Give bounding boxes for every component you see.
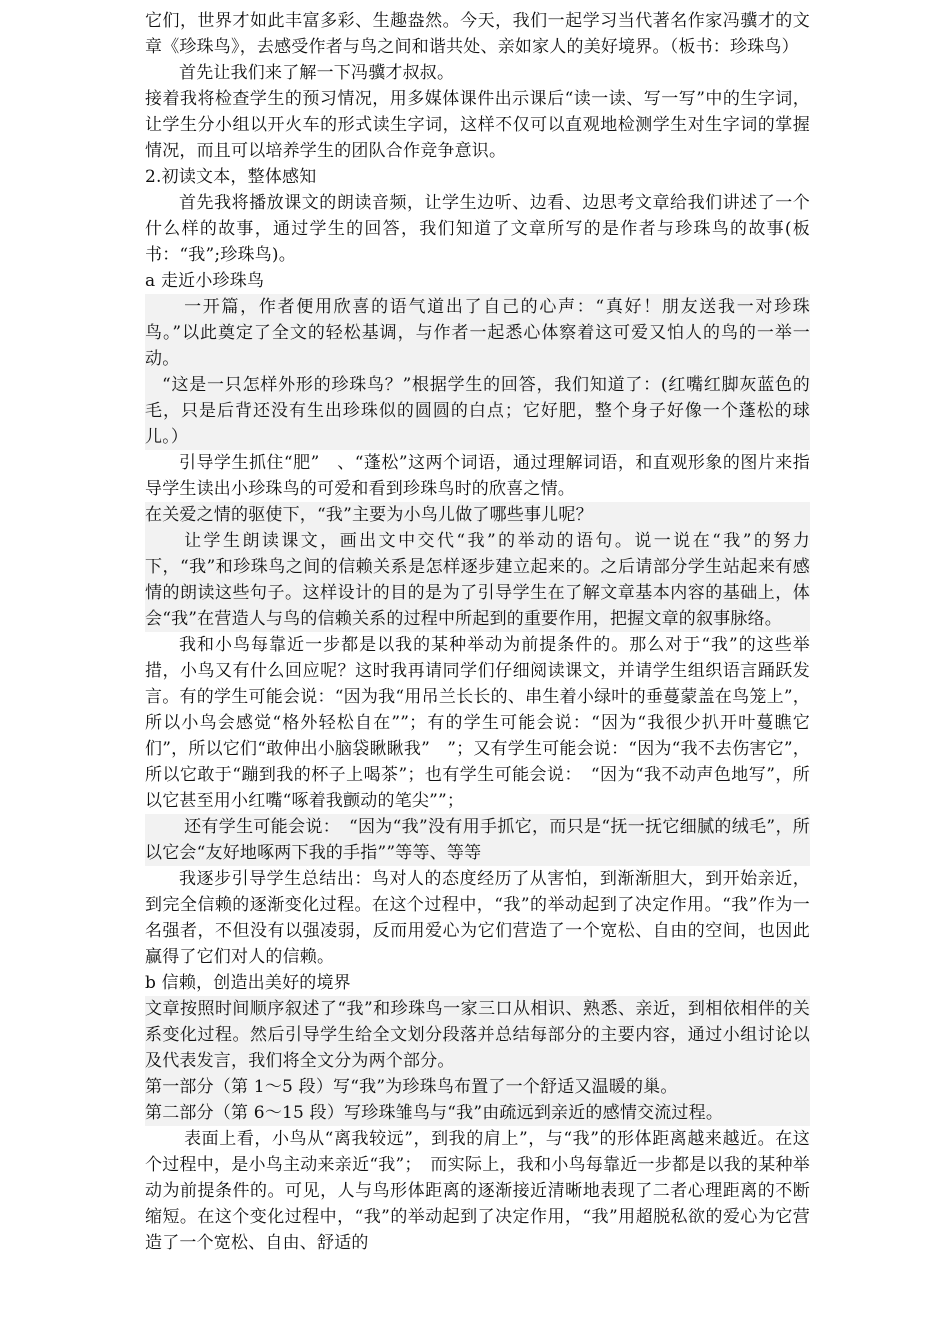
paragraph-responses: 我和小鸟每靠近一步都是以我的某种举动为前提条件的。那么对于“我”的这些举措，小鸟又有什么回应呢？这时我再请同学们仔细阅读课文，并请学生组织语言踊跃发言。有的学生可能会说：“因为我“用吊兰长长的、串生着小绿叶的垂蔓蒙盖在鸟笼上”，所以小鸟会感觉“格外轻松自在””；有的学生可能会说：“因为“我很少扒开叶蔓瞧它们”，所以它们“敢伸出小脑袋瞅瞅我” ”；又有学生可能会说：“因为“我不去伤害它”，所以它敢于“蹦到我的杯子上喝茶”；也有学生可能会说： “因为“我不动声色地写”，所以它甚至用小红嘴“啄着我颤动的笔尖””； (145, 635, 810, 811)
paragraph-words: 引导学生抓住“肥” 、“蓬松”这两个词语，通过理解词语，和直观形象的图片来指导学生读出小珍珠鸟的可爱和看到珍珠鸟时的欣喜之情。 (145, 453, 810, 499)
paragraph-opening: 一开篇，作者便用欣喜的语气道出了自己的心声：“真好！朋友送我一对珍珠鸟。”以此奠定了全文的轻松基调，与作者一起悉心体察着这可爱又怕人的鸟的一举一动。 (145, 294, 810, 372)
paragraph-summary: 我逐步引导学生总结出：鸟对人的态度经历了从害怕，到渐渐胆大，到开始亲近，到完全信赖的逐渐变化过程。在这个过程中，“我”的举动起到了决定作用。“我”作为一名强者，不但没有以强凌弱，反而用爱心为它们营造了一个宽松、自由的空间，也因此赢得了它们对人的信赖。 (145, 869, 810, 967)
subheading-a: a 走近小珍珠鸟 (145, 271, 265, 291)
paragraph-question: 在关爱之情的驱使下，“我”主要为小鸟儿做了哪些事儿呢？ (145, 502, 810, 528)
paragraph-part-two: 第二部分（第 6～15 段）写珍珠雏鸟与“我”由疏远到亲近的感情交流过程。 (145, 1100, 810, 1126)
paragraph-appearance: “这是一只怎样外形的珍珠鸟？”根据学生的回答，我们知道了：(红嘴红脚灰蓝色的毛，只是后背还没有生出珍珠似的圆圆的白点；它好肥，整个身子好像一个蓬松的球儿。） (145, 372, 810, 450)
paragraph-audio: 首先我将播放课文的朗读音频，让学生边听、边看、边思考文章给我们讲述了一个什么样的故事，通过学生的回答，我们知道了文章所写的是作者与珍珠鸟的故事(板书：“我”;珍珠鸟)。 (145, 193, 810, 265)
paragraph-more-responses: 还有学生可能会说： “因为“我”没有用手抓它，而只是“抚一抚它细腻的绒毛”，所以它会“友好地啄两下我的手指””等等、等等 (145, 814, 810, 866)
paragraph-intro: 它们，世界才如此丰富多彩、生趣盎然。今天，我们一起学习当代著名作家冯骥才的文章《珍珠鸟》，去感受作者与鸟之间和谐共处、亲如家人的美好境界。（板书：珍珠鸟） (145, 11, 810, 57)
paragraph-structure: 文章按照时间顺序叙述了“我”和珍珠鸟一家三口从相识、熟悉、亲近，到相依相伴的关系变化过程。然后引导学生给全文划分段落并总结每部分的主要内容，通过小组讨论以及代表发言，我们将全文分为两个部分。 (145, 996, 810, 1074)
paragraph-analysis: 表面上看，小鸟从“离我较远”，到我的肩上”，与“我”的形体距离越来越近。在这个过程中，是小鸟主动来亲近“我”； 而实际上，我和小鸟每靠近一步都是以我的某种举动为前提条件的。可见，人与鸟形体距离的逐渐接近清晰地表现了二者心理距离的不断缩短。在这个变化过程中，“我”的举动起到了决定作用，“我”用超脱私欲的爱心为它营造了一个宽松、自由、舒适的 (145, 1129, 810, 1253)
paragraph-part-one: 第一部分（第 1～5 段）写“我”为珍珠鸟布置了一个舒适又温暖的巢。 (145, 1074, 810, 1100)
document-page (145, 8, 810, 1256)
section-heading-2: 2.初读文本，整体感知 (145, 167, 317, 187)
paragraph-vocab-check: 接着我将检查学生的预习情况，用多媒体课件出示课后“读一读、写一写”中的生字词，让学生分小组以开火车的形式读生字词，这样不仅可以直观地检测学生对生字词的掌握情况，而且可以培养学生的团队合作竞争意识。 (145, 89, 810, 161)
paragraph-author: 首先让我们来了解一下冯骥才叔叔。 (179, 63, 455, 83)
subheading-b: b 信赖，创造出美好的境界 (145, 973, 351, 993)
paragraph-read-aloud: 让学生朗读课文，画出文中交代“我”的举动的语句。说一说在“我”的努力下，“我”和珍珠鸟之间的信赖关系是怎样逐步建立起来的。之后请部分学生站起来有感情的朗读这些句子。这样设计的目的是为了引导学生在了解文章基本内容的基础上，体会“我”在营造人与鸟的信赖关系的过程中所起到的重要作用，把握文章的叙事脉络。 (145, 528, 810, 632)
